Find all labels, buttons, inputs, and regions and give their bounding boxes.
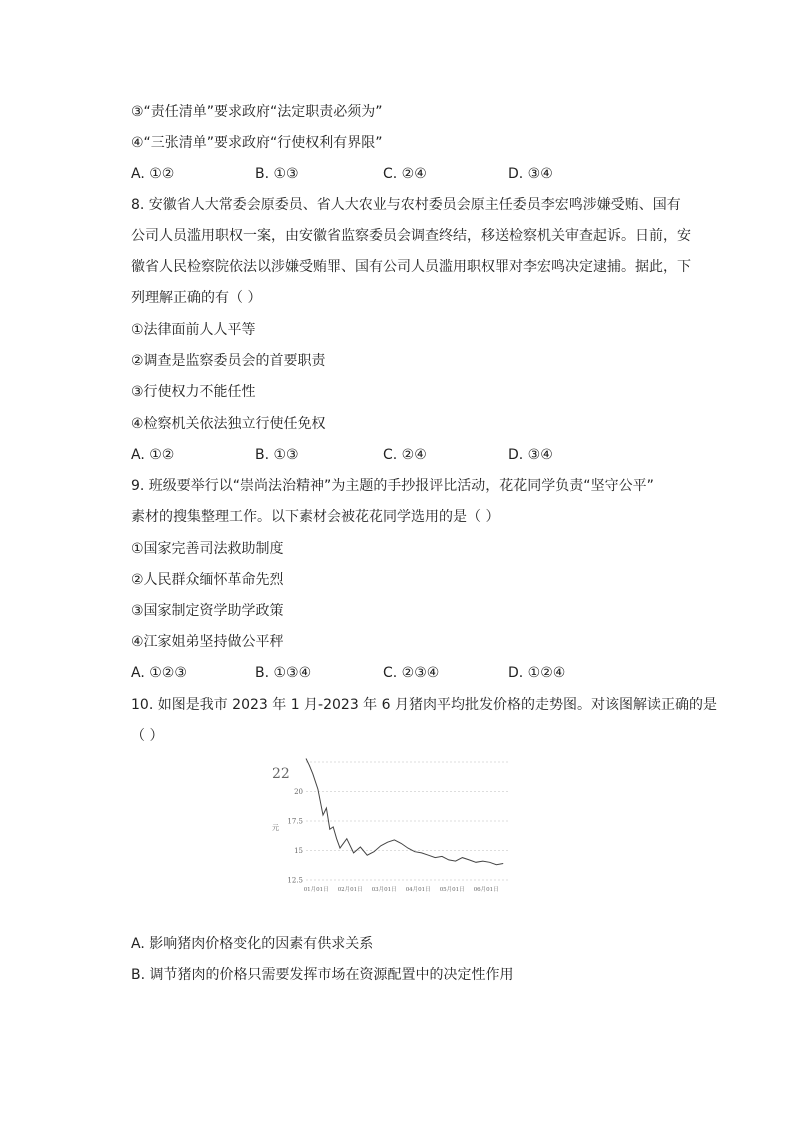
q8-stem-line-2: 公司人员滥用职权一案，由安徽省监察委员会调查终结，移送检察机关审查起诉。日前，安 <box>131 228 691 244</box>
q9-item-3: ③国家制定资学助学政策 <box>131 603 284 619</box>
chart-y-tick-label: 17.5 <box>287 817 303 826</box>
q10-option-b[interactable]: B. 调节猪肉的价格只需要发挥市场在资源配置中的决定性作用 <box>131 967 514 983</box>
q8-option-c[interactable]: C. ②④ <box>383 447 427 463</box>
q8-option-d[interactable]: D. ③④ <box>508 447 553 463</box>
chart-x-ticks <box>304 885 499 893</box>
q7-option-a[interactable]: A. ①② <box>131 166 175 182</box>
q8-option-a[interactable]: A. ①② <box>131 447 175 463</box>
q10-option-a[interactable]: A. 影响猪肉价格变化的因素有供求关系 <box>131 936 374 952</box>
q9-option-c[interactable]: C. ②③④ <box>383 665 440 681</box>
q7-item-3: ③“责任清单”要求政府“法定职责必须为” <box>131 104 383 120</box>
chart-x-tick-label: 05月01日 <box>439 887 465 893</box>
q7-options <box>131 164 691 184</box>
chart-x-tick-label: 06月01日 <box>473 887 499 893</box>
q9-option-b[interactable]: B. ①③④ <box>255 665 312 681</box>
q8-options <box>131 445 691 465</box>
q7-item-4: ④“三张清单”要求政府“行使权利有界限” <box>131 135 383 151</box>
q8-item-2: ②调查是监察委员会的首要职责 <box>131 353 326 369</box>
q10-stem-line-2: （ ） <box>131 728 164 744</box>
q8-stem-line-4: 列理解正确的有（ ） <box>131 290 262 306</box>
q9-option-a[interactable]: A. ①②③ <box>131 665 187 681</box>
chart-gridlines <box>306 762 510 880</box>
q8-item-3: ③行使权力不能任性 <box>131 384 256 400</box>
chart-y-header: 22 <box>272 766 290 782</box>
q8-option-b[interactable]: B. ①③ <box>255 447 299 463</box>
chart-y-tick-label: 12.5 <box>287 876 303 885</box>
chart-y-tick-label: 20 <box>294 788 303 796</box>
chart-series-line <box>306 759 503 865</box>
q9-stem-line-2: 素材的搜集整理工作。以下素材会被花花同学选用的是（ ） <box>131 509 500 525</box>
pork-price-chart <box>270 752 530 898</box>
q8-item-4: ④检察机关依法独立行使任免权 <box>131 416 326 432</box>
q9-options <box>131 663 691 683</box>
q9-item-1: ①国家完善司法救助制度 <box>131 541 284 557</box>
chart-x-tick-label: 04月01日 <box>405 887 431 893</box>
q10-stem-line-1: 10. 如图是我市 2023 年 1 月-2023 年 6 月猪肉平均批发价格的走势图。对该图解读正确的是 <box>131 697 717 713</box>
q7-option-b[interactable]: B. ①③ <box>255 166 299 182</box>
q8-stem-line-3: 徽省人民检察院依法以涉嫌受贿罪、国有公司人员滥用职权罪对李宏鸣决定逮捕。据此，下 <box>131 259 691 275</box>
q9-option-d[interactable]: D. ①②④ <box>508 665 566 681</box>
chart-y-axis-label: 元 <box>272 824 279 832</box>
q9-stem-line-1: 9. 班级要举行以“崇尚法治精神”为主题的手抄报评比活动，花花同学负责“坚守公平” <box>131 478 654 494</box>
chart-y-tick-label: 15 <box>294 847 303 855</box>
q9-item-4: ④江家姐弟坚持做公平秤 <box>131 634 284 650</box>
pork-price-chart-svg <box>270 752 530 898</box>
q7-option-d[interactable]: D. ③④ <box>508 166 553 182</box>
q9-item-2: ②人民群众缅怀革命先烈 <box>131 572 284 588</box>
q8-stem-line-1: 8. 安徽省人大常委会原委员、省人大农业与农村委员会原主任委员李宏鸣涉嫌受贿、国有 <box>131 197 681 213</box>
chart-x-tick-label: 01月01日 <box>303 887 329 893</box>
chart-x-tick-label: 03月01日 <box>371 887 397 893</box>
chart-y-ticks <box>287 788 303 885</box>
chart-x-tick-label: 02月01日 <box>337 887 363 893</box>
q8-item-1: ①法律面前人人平等 <box>131 322 256 338</box>
q7-option-c[interactable]: C. ②④ <box>383 166 427 182</box>
